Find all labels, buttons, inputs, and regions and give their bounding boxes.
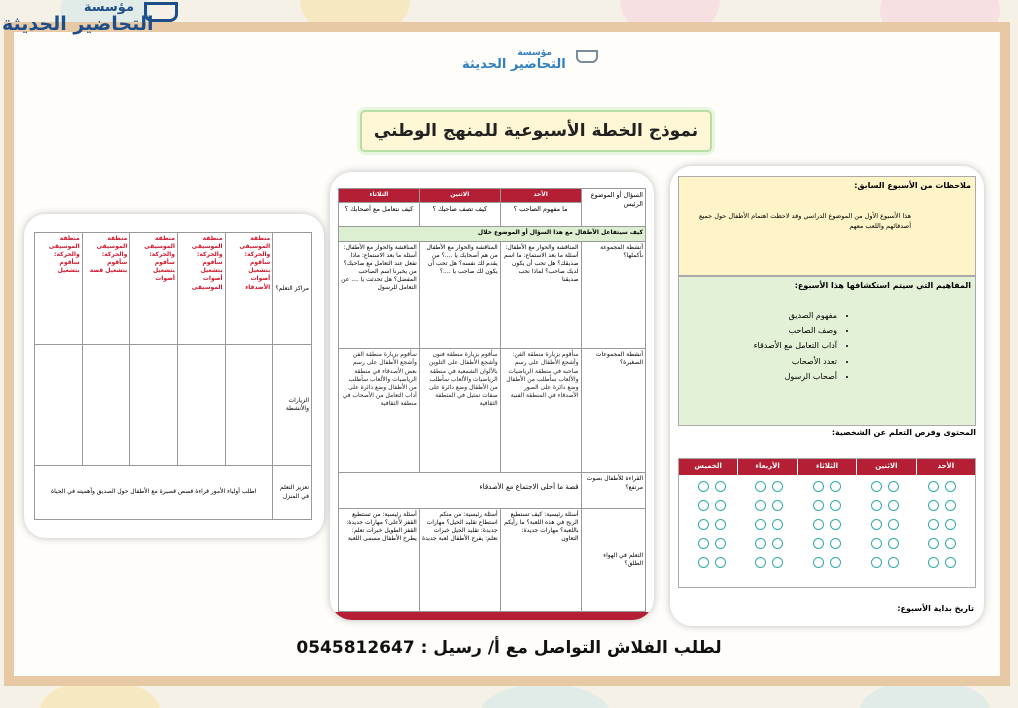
row-label: تعزيز التعلم في المنزل [273, 466, 312, 520]
day-header: الثلاثاء [798, 459, 857, 475]
small-group-cell: سأقوم بزيارة منطقة الفن وأشجع الأطفال على رسم بعض الأصدقاء في منطقة الرياضيات والألعاب سأطلب من الأطفال وضع دائرة على أداب التعامل من الأصحاب في منطقة الثقافية [339, 349, 420, 473]
concepts-label: المفاهيم التي سيتم استكشافها هذا الأسبوع: [794, 281, 971, 290]
corner-logo-line2: التحاضير الحديثة [2, 13, 154, 35]
day-header: الثلاثاء [339, 189, 420, 203]
page-title: نموذج الخطة الأسبوعية للمنهج الوطني [360, 110, 712, 152]
small-group-cell: سأقوم بزيارة منطقة فنون وأشجع الأطفال على التلوين بالألوان الشمعية في منطقة الرياضيات والألعاب سأطلب من الأطفال وضع دائرة على صفات تمثيل في المنطقة الثقافية [419, 349, 500, 473]
small-group-cell: سأقوم بزيارة منطقة الفن: وأشجع الأطفال على رسم صاحبه في منطقة الرياضيات والألعاب سأطلب من الأطفال وضع دائرة على الصور الأصدقاء في المنطقة الفنية [500, 349, 581, 473]
center-cell: منطقة الموسيقى والحركة: سأقوم بتشغيل قصة [82, 233, 130, 345]
corner-logo-line1: مؤسسة [83, 0, 134, 15]
concept-item: • تعدد الأصحاب [683, 354, 837, 369]
visit-cell [130, 345, 178, 466]
visit-cell [35, 345, 83, 466]
cart-icon [576, 50, 598, 63]
center-cell: منطقة الموسيقى والحركة: سأقوم بتشغيل [35, 233, 83, 345]
skill-icons-column [913, 479, 971, 583]
day-header: الأربعاء [738, 459, 797, 475]
day-header: الاثنين [419, 189, 500, 203]
row-label: أنشطة المجموعات الصغيرة؟ [581, 349, 645, 473]
day-header: الأحد [917, 459, 975, 475]
concept-item: • آداب التعامل مع الأصدقاء [683, 338, 837, 353]
row-label: الزيارات والأنشطة [273, 345, 312, 466]
content-label: المحتوى وفرص التعلم عن الشخصية: [831, 428, 976, 437]
center-cell: منطقة الموسيقى والحركة: سأقوم بتشغيل أصوات الموسيقى [177, 233, 225, 345]
day-header: الاثنين [857, 459, 916, 475]
group-activity-cell: المناقشة والحوار مع الأطفال: أسئلة ما بعد الاستماع: ما اسم صديقك؟ هل تحب أن يكون لديك صاحب؟ لماذا نحب صديقنا [500, 241, 581, 349]
row-label: مراكز التعلم؟ [273, 233, 312, 345]
skill-icons-column [741, 479, 799, 583]
plan-card-left [24, 214, 324, 538]
group-activity-cell: المناقشة والحوار مع الأطفال من هم أصحابك يا ....؟ من يقدم لك نفسه؟ هل تحب أن يكون لك صاحب يا ....؟ [419, 241, 500, 349]
visit-cell [225, 345, 273, 466]
corner-logo [0, 0, 182, 40]
skill-icons-column [798, 479, 856, 583]
visit-cell [82, 345, 130, 466]
skill-icons-column [856, 479, 914, 583]
centers-table [34, 232, 312, 520]
skill-icons-column [683, 479, 741, 583]
center-logo-line1: مؤسسة [517, 48, 552, 58]
center-logo-line2: التحاضير الحديثة [462, 57, 566, 72]
plan-card-right [670, 166, 984, 626]
outdoor-cell: أسئلة رئيسية: كيف تستطيع الربح في هذه اللعبة؟ ما رأيكم باللعبة؟ مهارات جديدة: التعاون [500, 508, 581, 611]
read-aloud-cell: قصة ما أحلى الاجتماع مع الأصدقاء [339, 473, 582, 508]
concept-item: • أصحاب الرسول [683, 369, 837, 384]
outdoor-cell: أسئلة رئيسية: من تستطيع القفز لأعلى؟ مهارات جديدة: القفز الطويل خبرات تعلم: يطرح الأطفال مسمى اللعبة [339, 508, 420, 611]
plan-card-middle [330, 172, 654, 620]
question-cell: ما مفهوم الصاحب ؟ [500, 202, 581, 227]
outdoor-cell: أسئلة رئيسية: من منكم استطاع تقليد الحيل؟ مهارات جديدة: تقليد الحيل خبرات تعلم: يفرح الأطفال لعبة جديدة [419, 508, 500, 611]
decor-dot [480, 684, 610, 708]
day-header: الخميس [679, 459, 738, 475]
row-label: القراءة للأطفال بصوت مرتفع؟ [581, 473, 645, 508]
center-cell: منطقة الموسيقى والحركة: سأقوم بتشغيل أصوات [130, 233, 178, 345]
visit-cell [177, 345, 225, 466]
day-header: الأحد [500, 189, 581, 203]
home-learning-cell: اطلب أولياء الأمور قراءة قصص قصيرة مع الأطفال حول الصديق وأهميته في الحياة [35, 466, 273, 520]
center-cell: منطقة الموسيقى والحركة: سأقوم بتشغيل أصوات الأصدقاء [225, 233, 273, 345]
interaction-row: كيف سيتفاعل الأطفال مع هذا السؤال أو الموضوع خلال [339, 227, 646, 241]
concept-item: • وصف الصاحب [683, 323, 837, 338]
prev-week-label: ملاحظات من الأسبوع السابق: [854, 181, 971, 190]
row-label: التعلم في الهواء الطلق؟ [581, 508, 645, 611]
topic-column-label: السؤال أو الموضوع الرئيس [581, 189, 645, 227]
center-logo [460, 50, 600, 76]
week-start-label: تاريخ بداية الأسبوع: [897, 604, 974, 613]
concepts-list [683, 308, 851, 384]
question-cell: كيف تصف صاحبك ؟ [419, 202, 500, 227]
row-label: أنشطة المجموعة بأكملها؟ [581, 241, 645, 349]
group-activity-cell: المناقشة والحوار مع الأطفال: أسئلة ما بعد الاستماع: ماذا تفعل عند التعامل مع صاحبك؟ من يخبرنا اسم الصاحب المفضل؟ هل تحدثت يا .... عن التعامل للرسول [339, 241, 420, 349]
contact-text: لطلب الفلاش التواصل مع أ/ رسيل : 0545812647 [296, 638, 722, 658]
question-cell: كيف نتعامل مع أصحابك ؟ [339, 202, 420, 227]
concept-item: • مفهوم الصديق [683, 308, 837, 323]
weekly-plan-table [338, 188, 646, 612]
prev-week-text: هذا الأسبوع الأول من الموضوع الدراسي وقد لاحظت اهتمام الأطفال حول جميع أصدقائهم واللعب معهم [698, 212, 911, 230]
